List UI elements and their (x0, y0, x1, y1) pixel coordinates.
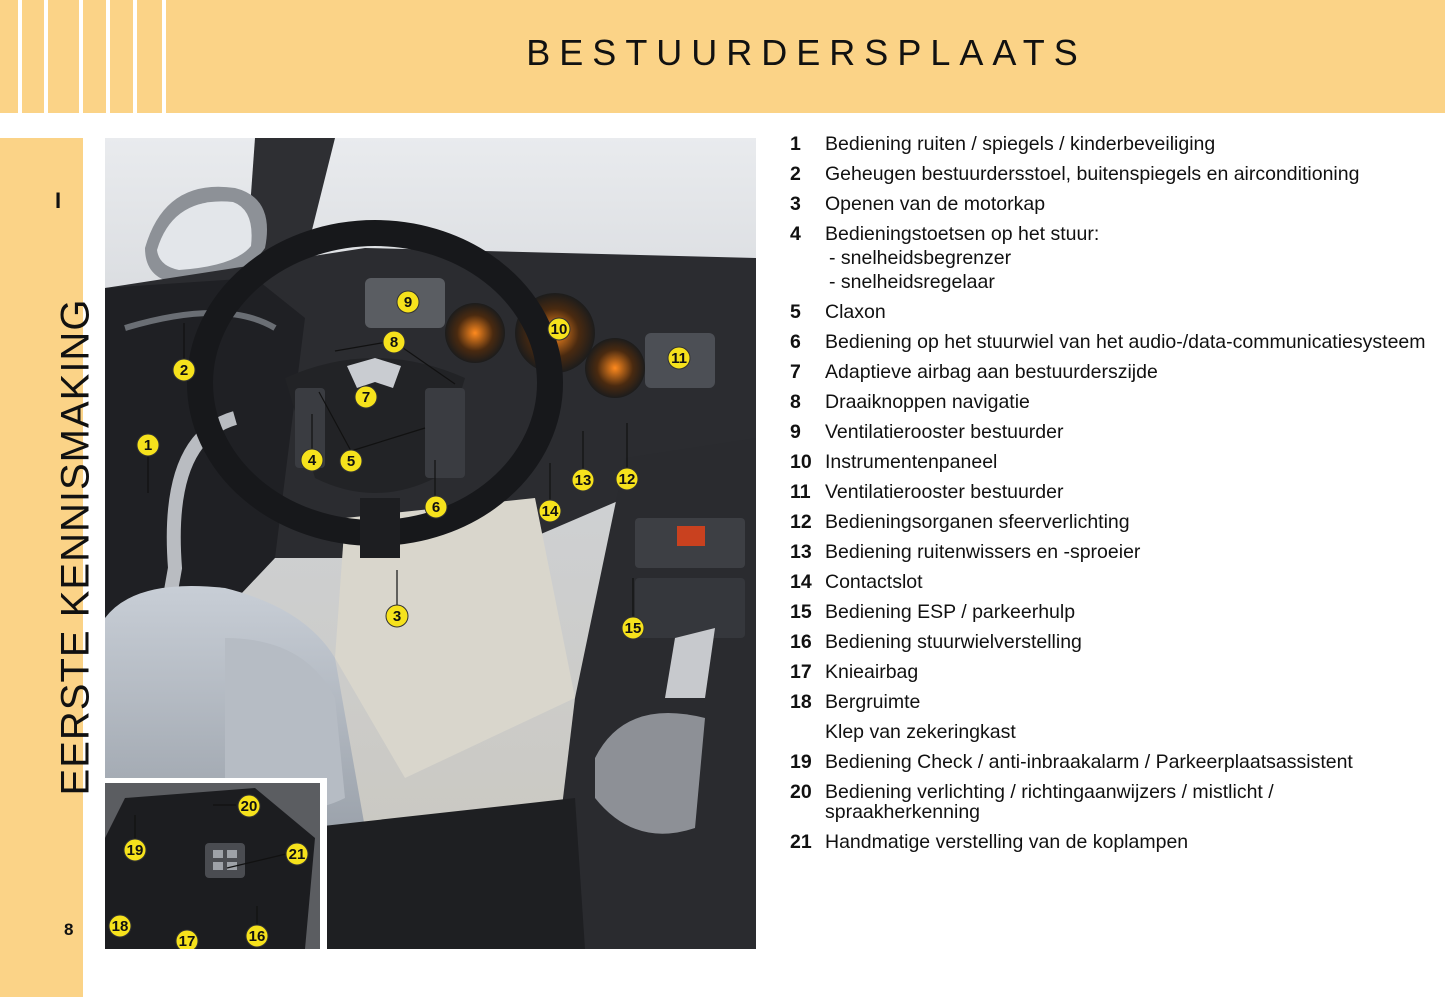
svg-text:8: 8 (389, 334, 399, 351)
legend-item: 7 Adaptieve airbag aan bestuurderszijde (790, 361, 1158, 383)
legend-item: 20 Bediening verlichting / richtingaanwijzers / mistlicht / spraakherkenning (790, 781, 1274, 823)
svg-text:5: 5 (346, 453, 356, 470)
legend-item: 12 Bedieningsorganen sfeerverlichting (790, 511, 1130, 533)
marker-1 (137, 434, 159, 456)
header-stripes (0, 0, 168, 113)
legend-item: 15 Bediening ESP / parkeerhulp (790, 601, 1076, 623)
svg-text:14: 14 (541, 503, 559, 520)
svg-text:6: 6 (431, 499, 441, 516)
legend-item: 10 Instrumentenpaneel (790, 451, 998, 473)
svg-text:17: 17 (178, 933, 196, 949)
svg-text:11: 11 (671, 350, 687, 367)
page-header (0, 0, 1445, 113)
legend-item: 13 Bediening ruitenwissers en -sproeier (790, 541, 1141, 563)
marker-3 (386, 605, 408, 627)
legend-item: 8 Draaiknoppen navigatie (790, 391, 1030, 413)
marker-15 (622, 617, 644, 639)
marker-14 (539, 500, 561, 522)
marker-10 (548, 318, 570, 340)
legend-subitem: - snelheidsbegrenzer (829, 247, 1012, 269)
svg-text:18: 18 (111, 918, 129, 935)
svg-text:13: 13 (574, 472, 592, 489)
legend-item: 3 Openen van de motorkap (790, 193, 1046, 215)
marker-8 (383, 331, 405, 353)
legend-item: 16 Bediening stuurwielverstelling (790, 631, 1082, 653)
legend-item: 14 Contactslot (790, 571, 923, 593)
marker-18 (109, 915, 131, 937)
marker-20 (238, 795, 260, 817)
marker-2 (173, 359, 195, 381)
legend-item: 17 Knieairbag (790, 661, 919, 683)
chapter-number: I (55, 188, 62, 213)
legend-list (790, 134, 1430, 862)
marker-12 (616, 468, 638, 490)
svg-text:10: 10 (550, 321, 568, 338)
marker-11 (668, 347, 690, 369)
legend-item: 6 Bediening op het stuurwiel van het audio-/data-communicatiesysteem (790, 331, 1426, 353)
marker-16 (246, 925, 268, 947)
svg-text:20: 20 (240, 798, 258, 815)
svg-text:4: 4 (307, 452, 317, 469)
legend-item: 19 Bediening Check / anti-inbraakalarm / Parkeerplaatsassistent (790, 751, 1353, 773)
marker-19 (124, 839, 146, 861)
svg-text:19: 19 (126, 842, 144, 859)
legend-item: 4 Bedieningstoetsen op het stuur: - snelheidsbegrenzer - snelheidsregelaar (790, 224, 1430, 292)
page-number: 8 (64, 920, 74, 939)
chapter-title: EERSTE KENNISMAKING (53, 298, 98, 796)
svg-text:2: 2 (179, 362, 189, 379)
legend-item: 1 Bediening ruiten / spiegels / kinderbeveiliging (790, 133, 1216, 155)
svg-text:12: 12 (618, 471, 636, 488)
marker-6 (425, 496, 447, 518)
svg-text:1: 1 (143, 437, 153, 454)
marker-4 (301, 449, 323, 471)
legend-item: Klep van zekeringkast (825, 721, 1016, 743)
marker-17 (176, 930, 198, 949)
svg-text:16: 16 (248, 928, 266, 945)
svg-text:21: 21 (288, 846, 306, 863)
legend-item: 2 Geheugen bestuurdersstoel, buitenspiegels en airconditioning (790, 163, 1360, 185)
svg-text:15: 15 (624, 620, 642, 637)
svg-text:7: 7 (361, 389, 371, 406)
marker-5 (340, 450, 362, 472)
legend-item: 21 Handmatige verstelling van de koplampen (790, 831, 1189, 853)
legend-subitem: - snelheidsregelaar (829, 271, 995, 293)
legend-item: 5 Claxon (790, 301, 886, 323)
svg-text:3: 3 (392, 608, 402, 625)
svg-text:9: 9 (403, 294, 413, 311)
legend-item: 9 Ventilatierooster bestuurder (790, 421, 1064, 443)
dashboard-photo (105, 138, 756, 949)
marker-13 (572, 469, 594, 491)
marker-9 (397, 291, 419, 313)
legend-item: 11 Ventilatierooster bestuurder (790, 481, 1064, 503)
marker-7 (355, 386, 377, 408)
marker-21 (286, 843, 308, 865)
page-title: BESTUURDERSPLAATS (526, 32, 1087, 73)
legend-item: 18 Bergruimte (790, 691, 921, 713)
